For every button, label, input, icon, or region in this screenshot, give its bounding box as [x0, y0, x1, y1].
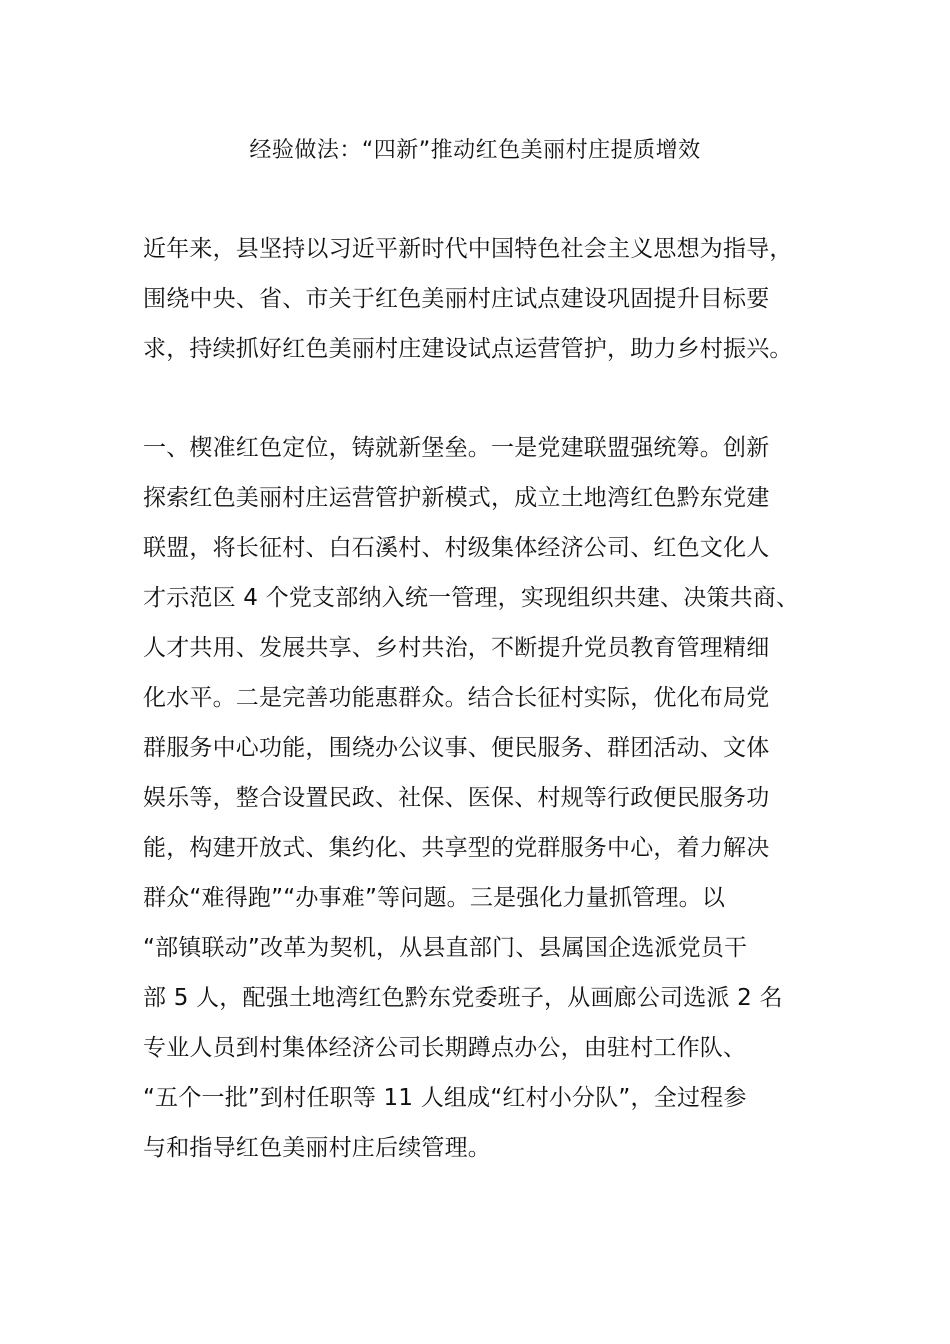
- paragraph-line: 联盟，将长征村、白石溪村、村级集体经济公司、红色文化人: [143, 535, 770, 561]
- document-title: 经验做法：“四新”推动红色美丽村庄提质增效: [249, 138, 701, 163]
- paragraph-line: 人才共用、发展共享、乡村共治，不断提升党员教育管理精细: [143, 635, 770, 661]
- paragraph-line: 近年来，县坚持以习近平新时代中国特色社会主义思想为指导，: [143, 236, 793, 262]
- paragraph-intro: [143, 224, 823, 374]
- paragraph-line: 探索红色美丽村庄运营管护新模式，成立土地湾红色黔东党建: [143, 485, 770, 511]
- paragraph-line: 专业人员到村集体经济公司长期蹲点办公，由驻村工作队、: [143, 1035, 747, 1061]
- paragraph-line: 围绕中央、省、市关于红色美丽村庄试点建设巩固提升目标要: [143, 286, 770, 312]
- paragraph-line: 部 5 人，配强土地湾红色黔东党委班子，从画廊公司选派 2 名: [143, 985, 783, 1011]
- paragraph-line: 娱乐等，整合设置民政、社保、医保、村规等行政便民服务功: [143, 785, 770, 811]
- paragraph-line: 群服务中心功能，围绕办公议事、便民服务、群团活动、文体: [143, 735, 770, 761]
- paragraph-line: 化水平。二是完善功能惠群众。结合长征村实际，优化布局党: [143, 685, 770, 711]
- paragraph-line: 群众“难得跑”“办事难”等问题。三是强化力量抓管理。以: [143, 885, 726, 911]
- paragraph-section-one: [143, 423, 823, 1173]
- paragraph-line: 与和指导红色美丽村庄后续管理。: [143, 1135, 491, 1161]
- paragraph-line: “部镇联动”改革为契机，从县直部门、县属国企选派党员干: [143, 935, 748, 961]
- paragraph-line: 才示范区 4 个党支部纳入统一管理，实现组织共建、决策共商、: [143, 585, 800, 611]
- paragraph-line: 求，持续抓好红色美丽村庄建设试点运营管护，助力乡村振兴。: [143, 336, 793, 362]
- paragraph-line: 能，构建开放式、集约化、共享型的党群服务中心，着力解决: [143, 835, 770, 861]
- paragraph-line: 一、楔准红色定位，铸就新堡垒。一是党建联盟强统筹。创新: [143, 435, 770, 461]
- paragraph-line: “五个一批”到村任职等 11 人组成“红村小分队”，全过程参: [143, 1085, 747, 1111]
